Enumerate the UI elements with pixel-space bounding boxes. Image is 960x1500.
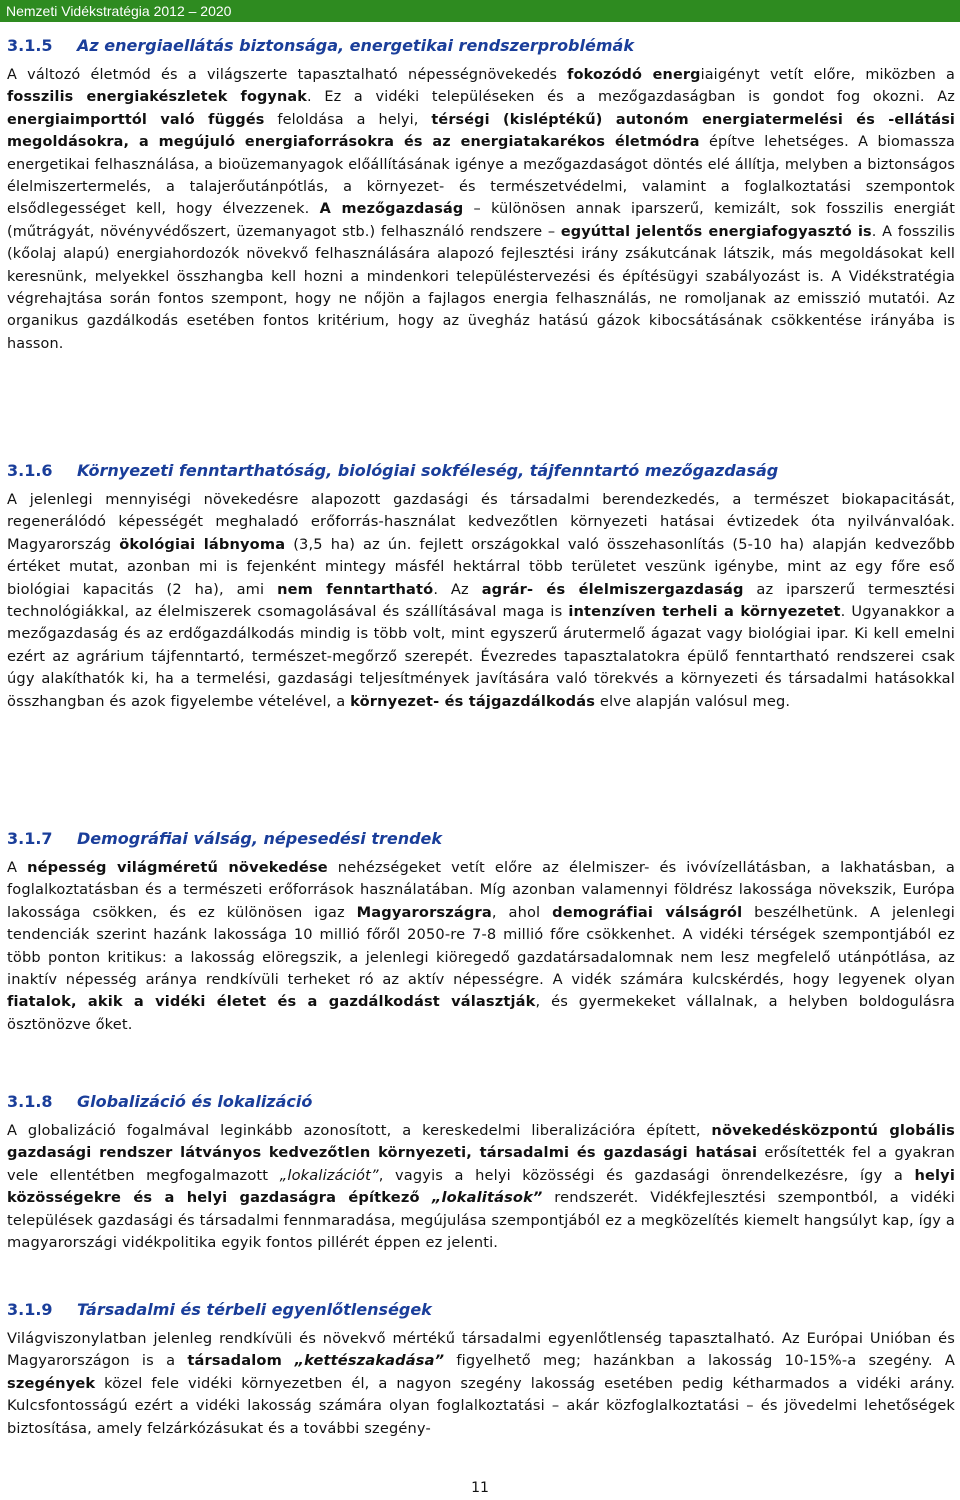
- section-heading: [7, 459, 955, 483]
- bold-run: társadalom: [187, 1352, 295, 1370]
- section-number: 3.1.5: [7, 36, 53, 55]
- text-run: . Ugyanakkor a mezőgazdaság és az erdőgazdálkodás mindig is több volt, mint egyszerű árutermelő ágazat vagy biológiai ipar. Ki kell emelni ezért az agrárium tájfenntartó, természet-megőrző szerepét. Évezredes tapasztalatokra épülő fenntartható rendszerei csak úgy alakíthatók ki, ha a termelési, gazdasági teljesítmények javítására való törekvés a környezeti és társadalmi hatásokkal összhangban és azok figyelembe vételével, a: [7, 603, 955, 710]
- text-run: A globalizáció fogalmával leginkább azonosított, a kereskedelmi liberalizációra épített,: [7, 1122, 712, 1139]
- section-3-1-7: [7, 827, 955, 1036]
- section-title: Társadalmi és térbeli egyenlőtlenségek: [77, 1300, 432, 1319]
- text-run: Világviszonylatban jelenleg rendkívüli és növekvő mértékű társadalmi egyenlőtlenség tapasztalható. Az Európai Unióban és Magyarországon is a: [7, 1330, 955, 1370]
- document-header: [0, 0, 960, 22]
- text-run: erősítették fel a gyakran vele ellentétben megfogalmazott: [7, 1144, 955, 1184]
- section-number: 3.1.7: [7, 829, 53, 848]
- bold-italic-run: „lokalitások”: [431, 1189, 543, 1207]
- section-title: Demográfiai válság, népesedési trendek: [77, 829, 443, 848]
- text-run: elve alapján valósul meg.: [595, 692, 791, 710]
- section-paragraph: [7, 1328, 955, 1440]
- text-run: építve lehetséges. A biomassza energetikai felhasználása, a bioüzemanyagok előállításának igénye a mezőgazdaságot döntés elé állítja, melyben a biztonságos élelmiszertermelés, a talajerőutánpótlás, a környezet- és természetvédelmi, valamint a foglalkoztatási szempontok elsődlegességet kell, hogy élvezzenek.: [7, 134, 956, 218]
- text-run: beszélhetünk. A jelenlegi tendenciák szerint hazánk lakossága 10 millió főről 2050-re 7-8 millió főre csökkenhet. A vidéki térségek szempontjából ez több ponton kritikus: a lakosság elöregszik, a jelenlegi kiöregedő gazdatársadalomnak nem lesz megfelelő utánpótlása, az inaktív népesség aránya rendkívüli terheket ró az aktív népességre. A vidék számára kulcskérdés, hogy legyenek olyan: [7, 903, 955, 989]
- section-3-1-5: [7, 34, 955, 355]
- text-run: . Az: [433, 580, 482, 598]
- section-paragraph: [7, 489, 955, 713]
- section-heading: [7, 1090, 955, 1114]
- section-title: Az energiaellátás biztonsága, energetikai rendszerproblémák: [77, 36, 634, 55]
- text-run: – különösen annak iparszerű, kemizált, sok fosszilis energiát (műtrágyát, növényvédőszert, üzemanyagot stb.) felhasználó rendszere –: [7, 201, 955, 240]
- section-3-1-9: [7, 1298, 955, 1440]
- text-run: feloldása a helyi,: [264, 111, 432, 128]
- text-run: . A fosszilis (kőolaj alapú) energiahordozók növekvő felhasználására alapozó fejlesztési irány zsákutcának látszik, más megoldásokat kell keresnünk, melyekkel összhangba kell hozni a mindenkori településtervezési és építésügyi szabályozást is. A Vidékstratégia végrehajtása során fontos szempont, hogy ne nőjön a fajlagos energia felhasználás, ne romoljanak az emisszió mutatói. Az organikus gazdálkodás esetében fontos kritérium, hogy az üvegház hatású gázok kibocsátásának csökkentése irányába is hasson.: [7, 223, 955, 352]
- section-heading: [7, 1298, 955, 1322]
- section-number: 3.1.9: [7, 1300, 53, 1319]
- text-run: , vagyis a helyi közösségi és gazdasági önrendelkezésre, így a: [378, 1166, 915, 1184]
- section-number: 3.1.6: [7, 461, 53, 480]
- bold-run: fiatalok, akik a vidéki életet és a gazdálkodást választják: [7, 993, 536, 1011]
- bold-run: fokozódó energ: [567, 67, 701, 83]
- page-number: 11: [471, 1480, 489, 1496]
- bold-run: szegények: [7, 1374, 96, 1392]
- text-run: A: [7, 859, 28, 876]
- text-run: közel fele vidéki környezetben él, a nagyon szegény lakosság esetében pedig kétharmados a vidéki arány. Kulcsfontosságú ezért a vidéki lakosság számára olyan foglalkoztatási – akár közfoglalkoztatási – és jövedelmi lehetőségek biztosítása, amely felzárkózásukat és a további szegény-: [7, 1374, 955, 1437]
- text-run: . Ez a vidéki településeken és a mezőgazdaságban is gondot fog okozni. Az: [306, 89, 955, 106]
- header-title: Nemzeti Vidékstratégia 2012 – 2020: [6, 3, 232, 19]
- section-3-1-8: [7, 1090, 955, 1254]
- bold-run: demográfiai válságról: [552, 903, 743, 921]
- section-3-1-6: [7, 459, 955, 713]
- section-paragraph: [7, 1120, 955, 1254]
- italic-run: „lokalizációt”: [279, 1166, 379, 1184]
- text-run: (3,5 ha) az ún. fejlett országokkal való összehasonlítás (5-10 ha) alapján kedvezőbb értéket mutat, azonban mi is fejenként mintegy másfél hektárral több területet veszünk igénybe, mint az egy főre eső biológiai kapacitás (2 ha), ami: [7, 535, 955, 598]
- text-run: figyelhető meg; hazánkban a lakosság 10-15%-a szegény. A: [444, 1352, 955, 1370]
- bold-run: nem fenntartható: [277, 580, 434, 598]
- section-heading: [7, 34, 955, 58]
- section-number: 3.1.8: [7, 1092, 53, 1111]
- bold-run: A mezőgazdaság: [319, 201, 464, 218]
- bold-italic-run: „kettészakadása”: [294, 1352, 445, 1370]
- section-heading: [7, 827, 955, 851]
- bold-run: agrár- és élelmiszergazdaság: [481, 580, 744, 598]
- text-run: az iparszerű termesztési technológiákkal, az élelmiszerek csomagolásával és szállításával maga is: [7, 580, 955, 621]
- bold-run: környezet- és tájgazdálkodás: [350, 692, 596, 710]
- text-run: nehézségeket vetít előre az élelmiszer- és ivóvízellátásban, a lakhatásban, a foglalkoztatásban és a természeti erőforrások használatában. Míg azonban valamennyi földrész lakossága növekszik, Európa lakossága csökken, és ez különösen igaz: [7, 859, 955, 921]
- text-run: , ahol: [491, 903, 553, 921]
- section-title: Globalizáció és lokalizáció: [77, 1092, 313, 1111]
- bold-run: népesség világméretű növekedése: [27, 859, 328, 876]
- bold-run: energiaimporttól való függés: [7, 111, 265, 128]
- bold-run: térségi (kisléptékű) autonóm energiatermelési és -ellátási megoldásokra, a megújuló energiaforrásokra és az energiatakarékos életmódra: [7, 111, 956, 151]
- text-run: A változó életmód és a világszerte tapasztalható népességnövekedés: [7, 67, 568, 83]
- bold-run: Magyarországra: [356, 903, 492, 921]
- text-run: iaigényt vetít előre, miközben a: [700, 67, 955, 83]
- text-run: , és gyermekeket vállalnak, a helyben boldogulásra ösztönözve őket.: [7, 993, 956, 1033]
- bold-run: fosszilis energiakészletek fogynak: [7, 89, 307, 106]
- text-run: A jelenlegi mennyiségi növekedésre alapozott gazdasági és társadalmi berendezkedés, a természet biokapacitását, regenerálódó képességét meghaladó erőforrás-használat kedvezőtlen környezeti hatásai évtizedek óta nyilvánvalóak. Magyarország: [7, 491, 955, 553]
- bold-run: ökológiai lábnyoma: [119, 535, 286, 553]
- bold-run: egyúttal jelentős energiafogyasztó is: [560, 223, 872, 240]
- section-paragraph: [7, 64, 955, 355]
- section-paragraph: [7, 857, 955, 1036]
- section-title: Környezeti fenntarthatóság, biológiai sokféleség, tájfenntartó mezőgazdaság: [77, 461, 779, 480]
- bold-run: növekedésközpontú globális gazdasági rendszer látványos kedvezőtlen környezeti, társadalmi és gazdasági hatásai: [7, 1122, 955, 1162]
- bold-run: intenzíven terheli a környezetet: [568, 603, 841, 621]
- text-run: rendszerét. Vidékfejlesztési szempontból, a vidéki települések gazdasági és társadalmi fennmaradása, megújulása szempontjából ez a megközelítés kiemelt hangsúlyt kap, így a magyarországi vidékpolitika egyik fontos pillérét éppen ez jelenti.: [7, 1189, 956, 1252]
- bold-run: helyi közösségekre és a helyi gazdaságra építkező: [7, 1166, 955, 1207]
